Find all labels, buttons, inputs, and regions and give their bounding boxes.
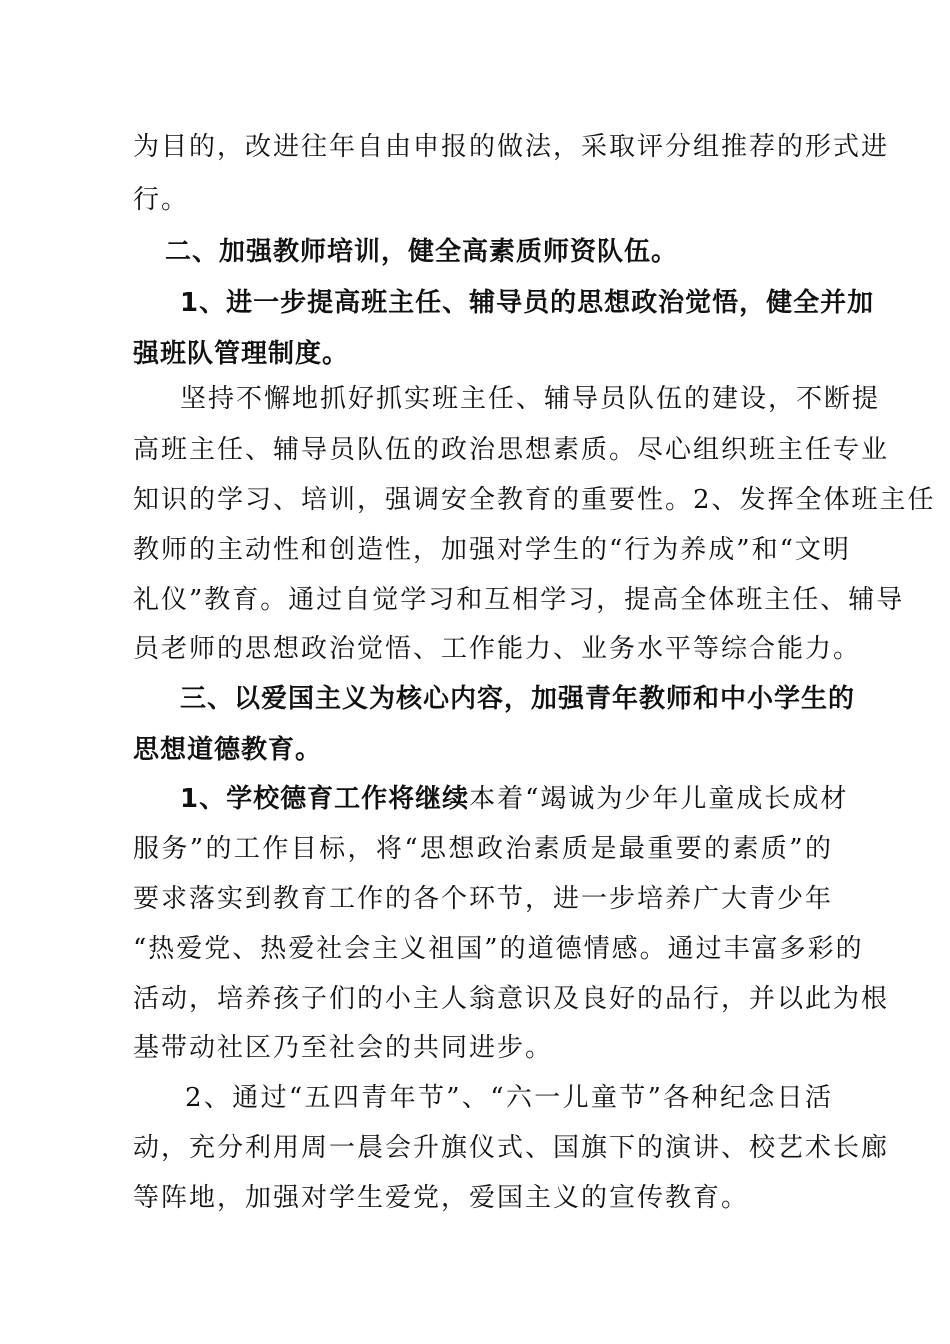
body-line: 礼仪”教育。通过自觉学习和互相学习，提高全体班主任、辅导 bbox=[133, 585, 905, 615]
body-line: 知识的学习、培训，强调安全教育的重要性。2、发挥全体班主任 bbox=[133, 485, 936, 515]
section-heading: 思想道德教育。 bbox=[133, 735, 323, 765]
body-line: 坚持不懈地抓好抓实班主任、辅导员队伍的建设，不断提 bbox=[180, 384, 881, 414]
subsection-heading: 1、进一步提高班主任、辅导员的思想政治觉悟，健全并加 bbox=[180, 288, 875, 318]
body-line: 教师的主动性和创造性，加强对学生的“行为养成”和“文明 bbox=[133, 535, 851, 565]
subsection-heading: 强班队管理制度。 bbox=[133, 339, 350, 369]
body-line: 基带动社区乃至社会的共同进步。 bbox=[133, 1033, 554, 1063]
section-heading: 二、加强教师培训，健全高素质师资队伍。 bbox=[165, 237, 679, 267]
lead-phrase: 1、学校德育工作将继续 bbox=[180, 784, 470, 814]
body-line: “热爱党、热爱社会主义祖国”的道德情感。通过丰富多彩的 bbox=[133, 934, 864, 964]
body-line: 要求落实到教育工作的各个环节，进一步培养广大青少年 bbox=[133, 884, 834, 914]
body-line: 行。 bbox=[133, 185, 190, 215]
body-line: 活动，培养孩子们的小主人翁意识及良好的品行，并以此为根 bbox=[133, 984, 890, 1014]
body-line: 服务”的工作目标，将“思想政治素质是最重要的素质”的 bbox=[133, 834, 833, 864]
body-line: 2、通过“五四青年节”、“六一儿童节”各种纪念日活 bbox=[185, 1083, 833, 1113]
section-heading: 三、以爱国主义为核心内容，加强青年教师和中小学生的 bbox=[180, 684, 856, 714]
body-line: 等阵地，加强对学生爱党，爱国主义的宣传教育。 bbox=[133, 1183, 750, 1213]
body-line: 高班主任、辅导员队伍的政治思想素质。尽心组织班主任专业 bbox=[133, 435, 890, 465]
body-line: 动，充分利用周一晨会升旗仪式、国旗下的演讲、校艺术长廊 bbox=[133, 1133, 890, 1163]
body-line bbox=[180, 779, 849, 819]
body-line: 为目的，改进往年自由申报的做法，采取评分组推荐的形式进 bbox=[133, 132, 890, 162]
lead-rest: 本着“竭诚为少年儿童成长成材 bbox=[469, 784, 849, 814]
body-line: 员老师的思想政治觉悟、工作能力、业务水平等综合能力。 bbox=[133, 634, 862, 664]
